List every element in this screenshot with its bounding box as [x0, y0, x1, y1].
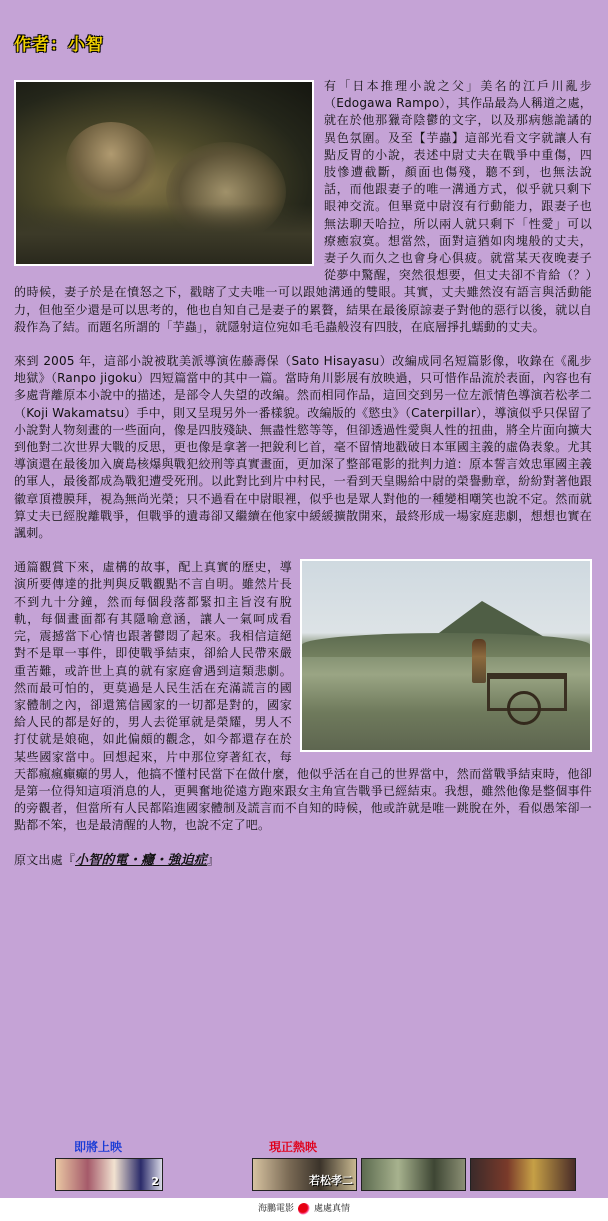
now-showing-label: 現正熱映 [269, 1140, 318, 1154]
now-showing-banner-2[interactable] [361, 1158, 466, 1191]
source-close-bracket: 』 [207, 852, 220, 867]
article-body [14, 78, 592, 886]
author-heading: 作者：小智 [14, 35, 104, 55]
now-showing-banner-3[interactable] [470, 1158, 576, 1191]
film-still-field-scene [300, 559, 592, 752]
brand-logo-icon [298, 1203, 310, 1215]
source-prefix: 原文出處 [14, 852, 63, 867]
source-open-bracket: 『 [62, 852, 76, 867]
coming-soon-label: 即將上映 [74, 1140, 123, 1154]
article-paragraph-2: 來到 2005 年，這部小說被耽美派導演佐藤壽保（Sato Hisayasu）改編成同名短篇影像，收錄在《亂步地獄》（Ranpo jigoku）四短篇當中的其中一篇。當時角川影展有放映過，只可惜作品流於表面，內容也有多處背離原本小說中的描述，是部令人失望的改編。然而相同作品，這回交到另一位左派情色導演若松孝二（Koji Wakamatsu）手中，則又呈現另外一番樣貌。改編版的《慾虫》（Caterpillar），導演似乎只保留了小說對人物刻畫的一些面向，像是四肢殘缺、無盡性慾等等，但卻透過性愛與人性的扭曲，將全片面向擴大到他對二次世界大戰的反思，更也像是拿著一把銳利匕首，毫不留情地戳破日本軍國主義的虛偽表象。尤其導演還在最後加入廣島核爆與戰犯絞刑等真實畫面，更加深了整部電影的批判力道：原本誓言效忠軍國主義的軍人，最後都成為戰犯遭受死刑。以此對比到片中村民，一看到天皇賜給中尉的榮譽勳章，紛紛對著他跟徽章頂禮膜拜，視為無尚光榮；只不過看在中尉眼裡，似乎也是眾人對他的一種變相嘲笑也說不定。然而就算丈夫已經脫離戰爭，但戰爭的遺毒卻又繼續在他家中緩緩擴散開來，最終形成一場家庭悲劇，想想也實在諷刺。 [14, 354, 592, 541]
coming-soon-banner[interactable] [55, 1158, 163, 1191]
article-paragraph-1: 有「日本推理小說之父」美名的江戶川亂步（Edogawa Rampo），其作品最為人稱道之處，就在於他那獵奇陰鬱的文字，以及那病態詭譎的異色氛圍。及至【芋蟲】這部光看文字就讓人有點反胃的小說，表述中尉丈夫在戰爭中重傷，四肢慘遭截斷，顏面也傷殘，聽不到，也無法說話，而他跟妻子的唯一溝通方式，似乎就只剩下眼神交流。但畢竟中尉沒有行動能力，跟妻子也無法聊天哈拉，所以兩人就只剩下「性愛」可以療癒寂寞。想當然，面對這猶如肉塊般的丈夫，妻子久而久之也會身心俱疲。就當某天夜晚妻子從夢中驚醒，突然很想要，但丈夫卻不肯給（？）的時候，妻子於是在憤怒之下，戳瞎了丈夫唯一可以跟她溝通的雙眼。其實，丈夫雖然沒有語言與活動能力，但他至少還是可以思考的，他也自知自己是妻子的累贅，結果在最後原諒妻子對他的惡行以後，就以自殺作為了結。而題名所謂的「芋蟲」，就隱射這位宛如毛毛蟲般沒有四肢，在底層掙扎蠕動的丈夫。 [14, 79, 592, 334]
source-line [14, 852, 592, 869]
now-showing-banner-1[interactable] [252, 1158, 357, 1191]
footer-brand-right: 處處真情 [314, 1204, 351, 1214]
banner-text-2: 若松孝二 [309, 1174, 353, 1187]
article-paragraph-3: 通篇觀賞下來，虛構的故事，配上真實的歷史，導演所要傳達的批判與反戰觀點不言自明。雖然片長不到九十分鐘，然而每個段落都緊扣主旨沒有脫軌，每個畫面都有其隱喻意涵，讓人一氣呵成看完，震撼當下心情也跟著鬱悶了起來。我相信這絕對不是單一事件，即使戰爭結束，卻給人民帶來嚴重苦難，或許世上真的就有家庭會遇到這類悲劇。然而最可怕的，更莫過是人民生活在充滿謊言的國家體制之內，卻還篤信國家的一切都是對的，國家給人民的都是好的，男人去從軍就是榮耀，男人不打仗就是娘砲，如此偏頗的觀念，如今都還存在於某些國家當中。回想起來，片中那位穿著紅衣，每天都瘋瘋癲癲的男人，他搞不懂村民當下在做什麼，他似乎活在自己的世界當中，然而當戰爭結束時，他卻是第一位得知這項消息的人，更興奮地從遠方跑來跟女主角宣告戰爭已經結束。我想，雖然他像是整個事件的旁觀者，但當所有人民都陷進國家體制及謊言而不自知的時候，他或許就是唯一跳脫在外，看似愚笨卻一點都不笨，也是最清醒的人物，也說不定了吧。 [14, 560, 592, 833]
footer-bar [0, 1198, 608, 1221]
footer-brand-left: 海鵬電影 [257, 1204, 294, 1214]
film-still-bed-scene [14, 80, 314, 266]
banner-text-1: 2 [151, 1175, 159, 1188]
source-link[interactable]: 小智的電・癮・強迫症 [75, 852, 208, 868]
